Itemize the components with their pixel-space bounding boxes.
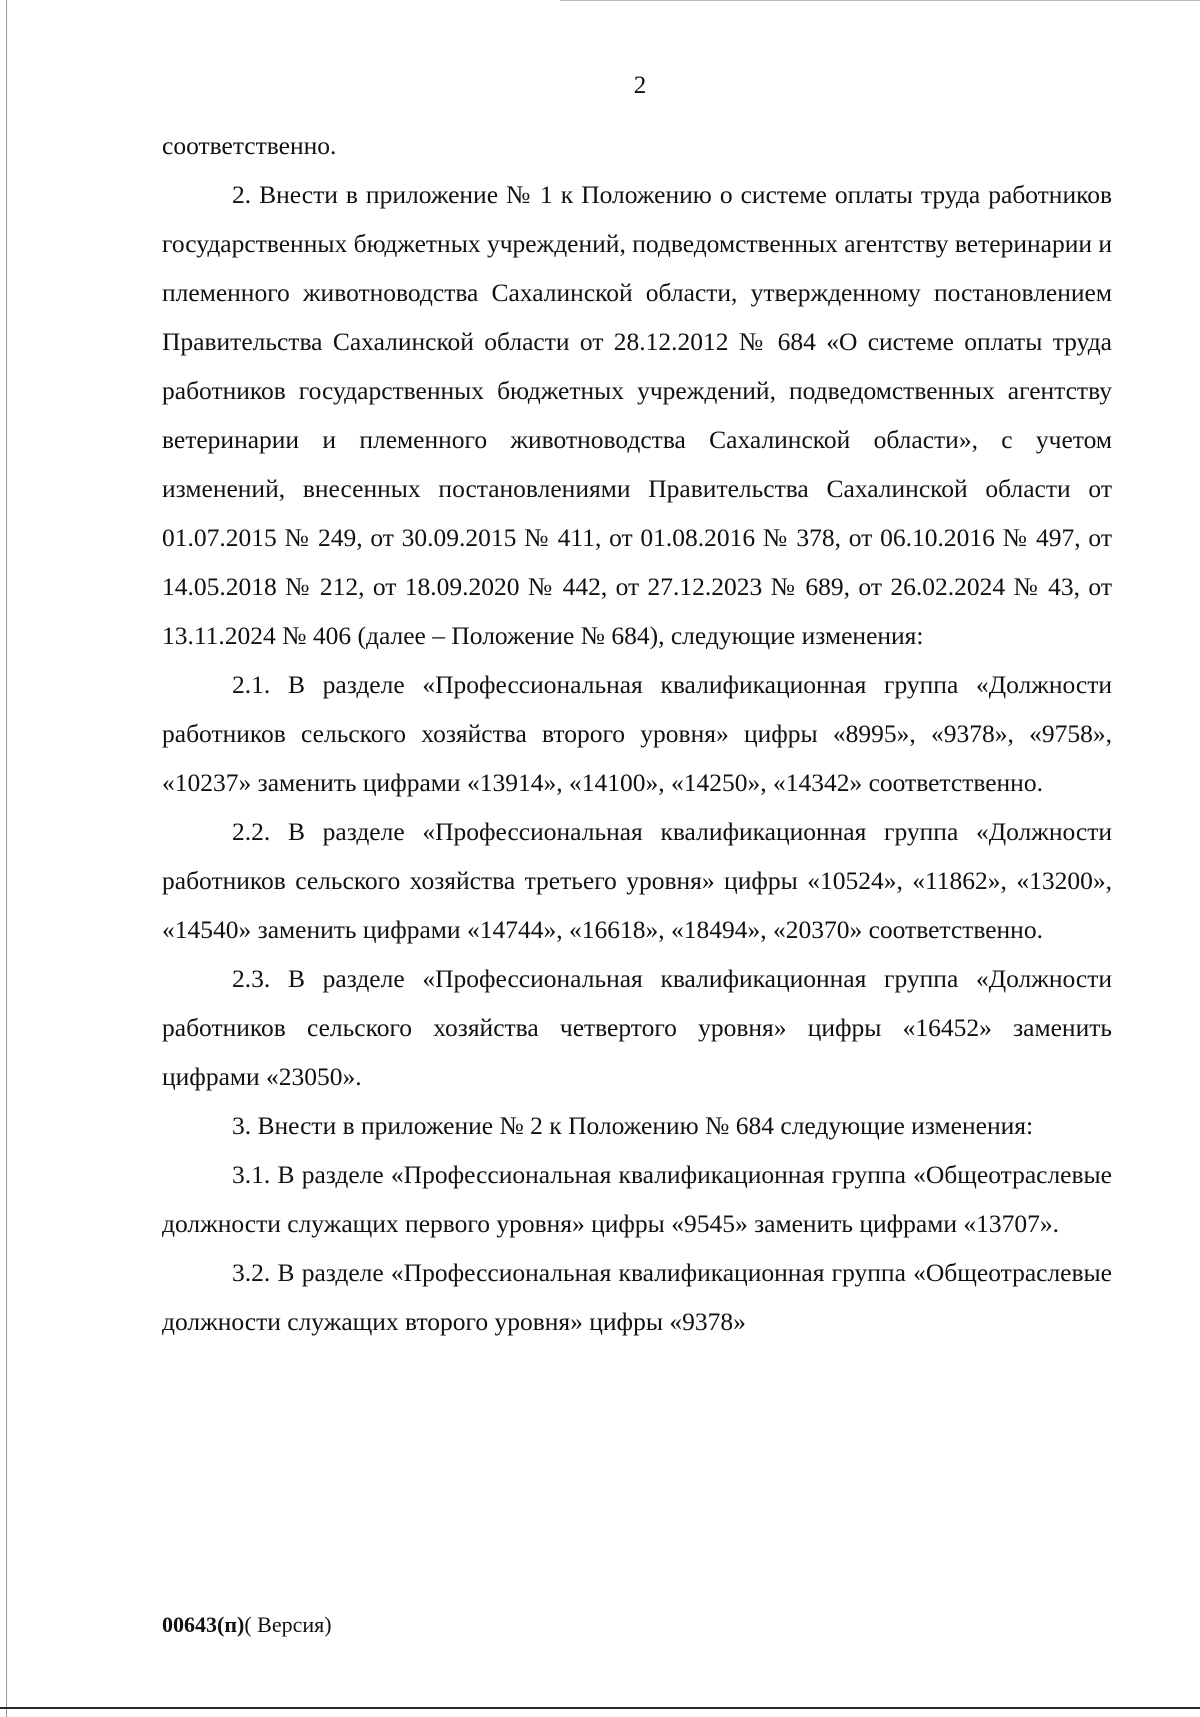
footer-document-code: 00643(п) xyxy=(162,1612,245,1637)
paragraph-continuation: соответственно. xyxy=(162,131,337,160)
paragraph-item-2-3: 2.3. В разделе «Профессиональная квалификационная группа «Должности работников сельского хозяйства четвертого уровня» цифры «16452» заменить цифрами «23050». xyxy=(162,964,1112,1091)
paragraph-item-3-1: 3.1. В разделе «Профессиональная квалификационная группа «Общеотраслевые должности служащих первого уровня» цифры «9545» заменить цифрами «13707». xyxy=(162,1160,1112,1238)
scan-bottom-edge xyxy=(0,1707,1200,1709)
paragraph-item-3: 3. Внести в приложение № 2 к Положению № 684 следующие изменения: xyxy=(232,1111,1034,1140)
document-footer xyxy=(162,1612,332,1638)
paragraph-item-2: 2. Внести в приложение № 1 к Положению о системе оплаты труда работников государственных бюджетных учреждений, подведомственных агентству ветеринарии и племенного животноводства Сахалинской области, утвержденному постановлением Правительства Сахалинской области от 28.12.2012 № 684 «О системе оплаты труда работников государственных бюджетных учреждений, подведомственных агентству ветеринарии и племенного животноводства Сахалинской области», с учетом изменений, внесенных постановлениями Правительства Сахалинской области от 01.07.2015 № 249, от 30.09.2015 № 411, от 01.08.2016 № 378, от 06.10.2016 № 497, от 14.05.2018 № 212, от 18.09.2020 № 442, от 27.12.2023 № 689, от 26.02.2024 № 43, от 13.11.2024 № 406 (далее – Положение № 684), следующие изменения: xyxy=(162,180,1113,650)
document-body xyxy=(162,121,1112,1346)
footer-version-label: ( Версия) xyxy=(244,1612,332,1637)
paragraph-item-2-2: 2.2. В разделе «Профессиональная квалификационная группа «Должности работников сельского хозяйства третьего уровня» цифры «10524», «11862», «13200», «14540» заменить цифрами «14744», «16618», «18494», «20370» соответственно. xyxy=(162,817,1112,944)
paragraph-item-3-2: 3.2. В разделе «Профессиональная квалификационная группа «Общеотраслевые должности служащих второго уровня» цифры «9378» xyxy=(162,1258,1112,1336)
paragraph-item-2-1: 2.1. В разделе «Профессиональная квалификационная группа «Должности работников сельского хозяйства второго уровня» цифры «8995», «9378», «9758», «10237» заменить цифрами «13914», «14100», «14250», «14342» соответственно. xyxy=(162,670,1112,797)
page-number: 2 xyxy=(633,72,647,99)
scan-top-edge xyxy=(560,0,1200,1)
scan-left-edge xyxy=(6,0,7,1717)
